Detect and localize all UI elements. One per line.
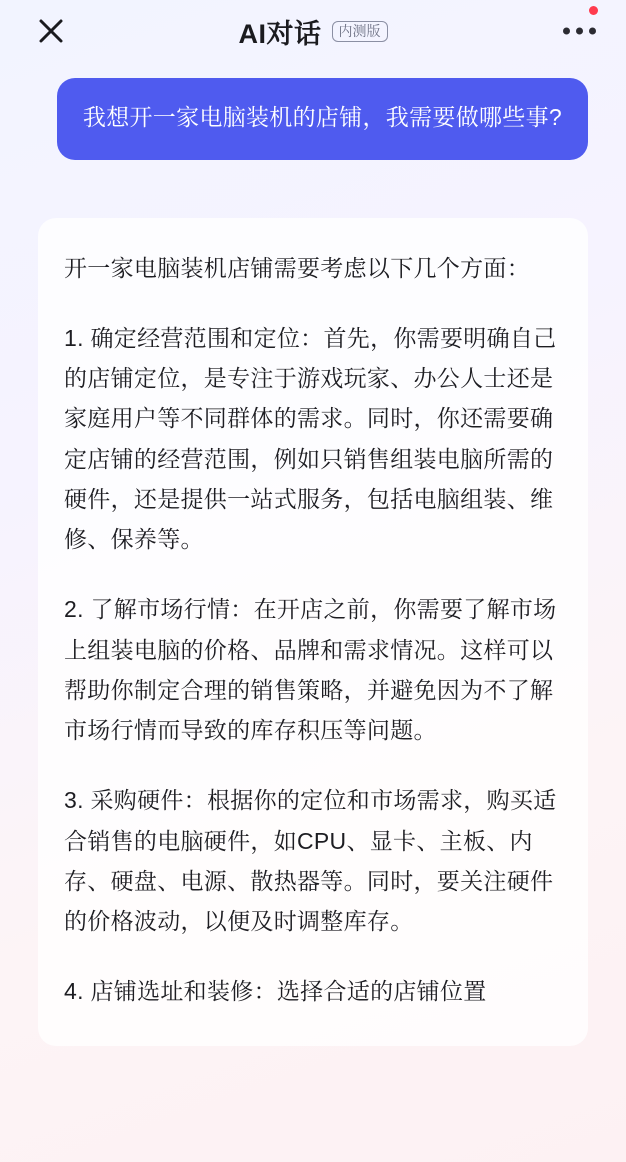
chat-thread xyxy=(0,62,626,1046)
ai-paragraph: 3. 采购硬件：根据你的定位和市场需求，购买适合销售的电脑硬件，如CPU、显卡、主板、内存、硬盘、电源、散热器等。同时，要关注硬件的价格波动，以便及时调整库存。 xyxy=(64,787,557,935)
ai-paragraph: 2. 了解市场行情：在开店之前，你需要了解市场上组装电脑的价格、品牌和需求情况。这样可以帮助你制定合理的销售策略，并避免因为不了解市场行情而导致的库存积压等问题。 xyxy=(64,596,557,744)
close-icon[interactable] xyxy=(34,14,68,48)
more-dot xyxy=(576,28,583,35)
page-title-text: AI对话 xyxy=(238,18,322,49)
ai-paragraph: 4. 店铺选址和装修：选择合适的店铺位置 xyxy=(64,978,487,1005)
page-title xyxy=(239,12,388,51)
more-horizontal-icon[interactable] xyxy=(563,28,596,35)
more-dot xyxy=(563,28,570,35)
notification-dot xyxy=(589,6,598,15)
more-dot xyxy=(589,28,596,35)
user-message-bubble: 我想开一家电脑装机的店铺，我需要做哪些事? xyxy=(57,78,588,160)
ai-message-bubble xyxy=(38,218,588,1046)
ai-message-row xyxy=(38,218,588,1046)
ai-paragraph: 1. 确定经营范围和定位：首先，你需要明确自己的店铺定位，是专注于游戏玩家、办公人士还是家庭用户等不同群体的需求。同时，你还需要确定店铺的经营范围，例如只销售组装电脑所需的硬件，还是提供一站式服务，包括电脑组装、维修、保养等。 xyxy=(64,324,557,553)
ai-paragraph: 开一家电脑装机店铺需要考虑以下几个方面： xyxy=(64,254,530,281)
status-badge: 内测版 xyxy=(332,21,388,42)
user-message-row xyxy=(38,78,588,160)
app-header xyxy=(0,0,626,62)
